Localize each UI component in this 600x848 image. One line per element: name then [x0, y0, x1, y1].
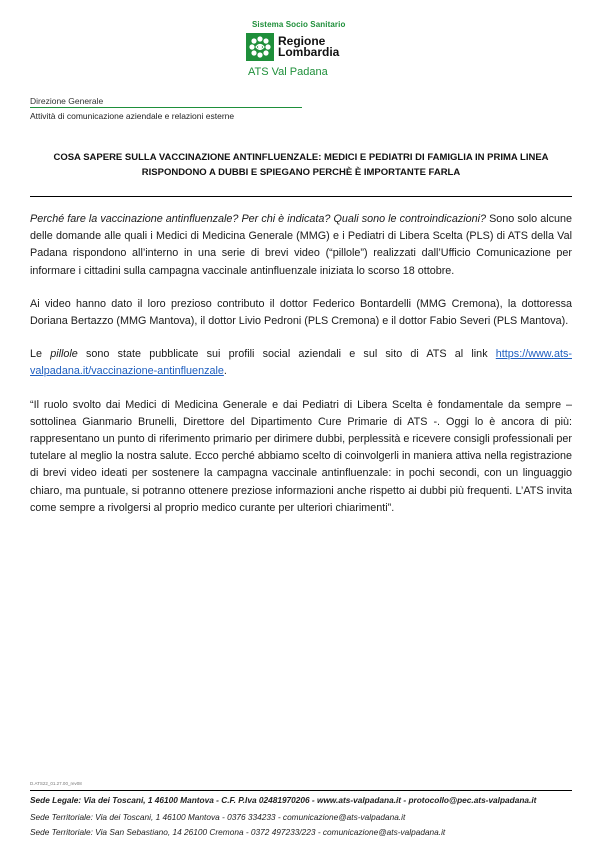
article-body: [30, 211, 572, 533]
department-subtitle: Attività di comunicazione aziendale e relazioni esterne: [30, 111, 235, 121]
footer-mantova-address: Sede Territoriale: Via dei Toscani, 1 46100 Mantova - 0376 334233 - comunicazione@ats-valpadana.it: [30, 812, 406, 822]
intro-questions: Perché fare la vaccinazione antinfluenzale? Per chi è indicata? Quali sono le controindicazioni?: [30, 213, 487, 225]
paragraph-3-mid: sono state pubblicate sui profili social aziendali e sul sito di ATS al link: [77, 348, 496, 361]
footer-legal-address: Sede Legale: Via dei Toscani, 1 46100 Mantova - C.F. P.Iva 02481970206 - www.ats-valpadana.it - protocollo@pec.ats-valpadana.it: [30, 795, 537, 805]
footer-divider: [30, 790, 572, 791]
paragraph-2: Ai video hanno dato il loro prezioso contributo il dottor Federico Bontardelli (MMG Cremona), la dottoressa Doriana Bertazzo (MMG Mantova), il dottor Livio Pedroni (PLS Cremona) e il dottor Fabio Severi (PLS Mantova).: [30, 297, 572, 328]
paragraph-3: [30, 346, 572, 380]
logo-super-text: Sistema Socio Sanitario: [252, 20, 346, 29]
ats-name: ATS Val Padana: [248, 66, 328, 78]
logo-row: [246, 33, 366, 61]
logo-word-regione: Regione: [278, 34, 326, 48]
regione-lombardia-logo: [246, 20, 366, 78]
pillole-word: pillole: [50, 348, 78, 361]
footer-cremona-address: Sede Territoriale: Via San Sebastiano, 14 26100 Cremona - 0372 497233/223 - comunicazione@ats-valpadana.it: [30, 827, 446, 837]
press-release-headline: COSA SAPERE SULLA VACCINAZIONE ANTINFLUENZALE: MEDICI E PEDIATRI DI FAMIGLIA IN PRIMA LINEA RISPONDONO A DUBBI E SPIEGANO PERCHÈ È IMPORTANTE FARLA: [53, 152, 549, 178]
paragraph-3-start: Le: [30, 348, 51, 361]
logo-words: [278, 36, 339, 58]
paragraph-4-quote: “Il ruolo svolto dai Medici di Medicina Generale e dai Pediatri di Libera Scelta è fondamentale da sempre – sottolinea Gianmario Brunelli, Direttore del Dipartimento Cure Primarie di ATS -. Oggi lo è ancora di più: rappresentano un punto di riferimento primario per dirimere dubbi, perplessità e ricevere consigli professionali per tutelare al meglio la nostra salute. Ecco perché abbiamo scelto di coinvolgerli in maniera attiva nella registrazione di brevi video ideati per sostenere la campagna vaccinale antinfluenzale: in pochi secondi, con un linguaggio chiaro, ma puntuale, si potranno ottenere preziose informazioni anche rispetto ai dubbi più frequenti. L’ATS invita come sempre a rivolgersi al proprio medico curante per ulteriori chiarimenti”.: [30, 398, 572, 514]
logo-word-lombardia: Lombardia: [278, 45, 340, 59]
department-block: [30, 96, 302, 121]
vaccination-page-link[interactable]: https://www.ats-valpadana.it/vaccinazione-antinfluenzale: [30, 348, 572, 378]
document-code: D.ATS22_01.27.00_rev08: [30, 781, 82, 786]
paragraph-1: [30, 211, 572, 280]
paragraph-3-end: .: [223, 365, 227, 378]
paragraph-1-text: Sono solo alcune delle domande alle quali i Medici di Medicina Generale (MMG) e i Pediatri di Libera Scelta (PLS) di ATS della Val Padana rispondono all’interno in una serie di brevi video (“pillole”) realizzati dall’Ufficio Comunicazione per informare i cittadini sulla campagna vaccinale antinfluenzale iniziata lo scorso 18 ottobre.: [30, 213, 573, 277]
department-name: Direzione Generale: [30, 96, 302, 108]
headline-divider: [30, 196, 572, 197]
rosa-camuna-icon: [246, 33, 274, 61]
